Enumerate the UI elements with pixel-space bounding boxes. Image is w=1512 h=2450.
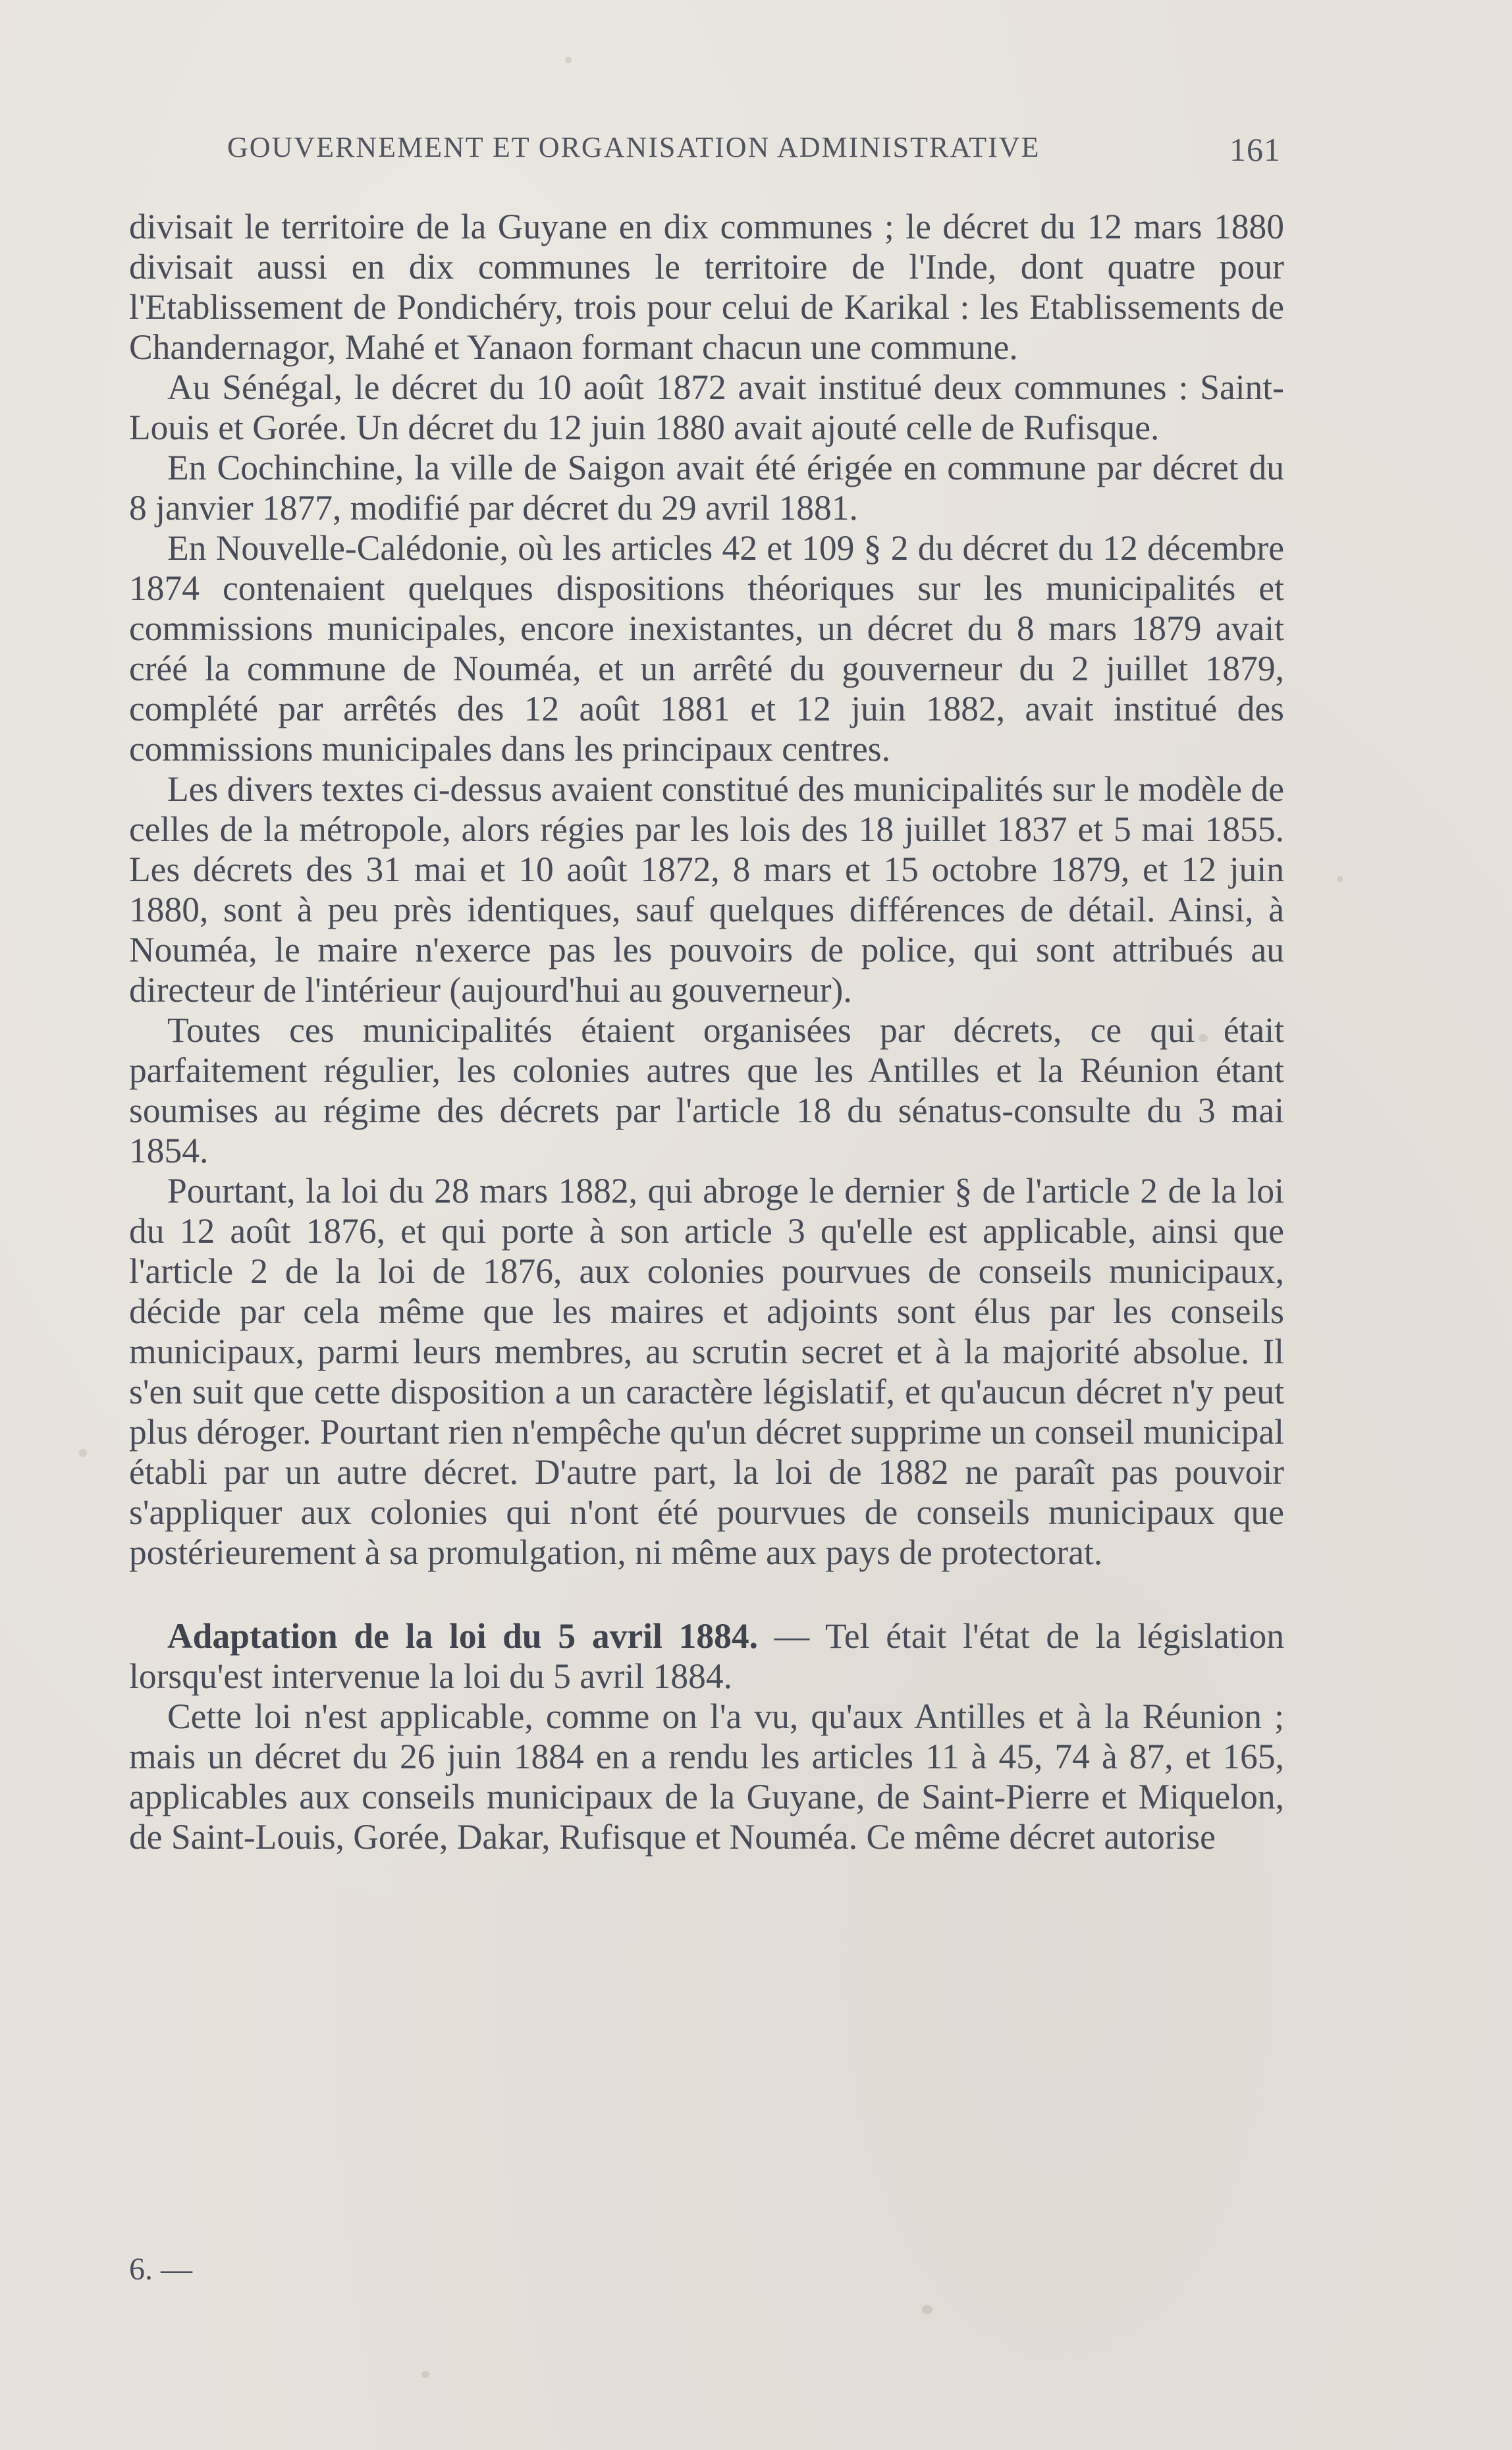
signature-mark: 6. — [129,2252,192,2287]
section-title-rest: — Tel était l'état de la législation lorsqu'est intervenue la loi du 5 avril 1884. [129,1616,1284,1696]
section-heading-paragraph [129,1616,1284,1697]
paragraph: En Nouvelle-Calédonie, où les articles 42 et 109 § 2 du décret du 12 décembre 1874 contenaient quelques dispositions théoriques sur les municipalités et commissions municipales, encore inexistantes, un décret du 8 mars 1879 avait créé la commune de Nouméa, et un arrêté du gouverneur du 2 juillet 1879, complété par arrêtés des 12 août 1881 et 12 juin 1882, avait institué des commissions municipales dans les principaux centres. [129,528,1284,769]
paragraph: divisait le territoire de la Guyane en dix communes ; le décret du 12 mars 1880 divisait aussi en dix communes le territoire de l'Inde, dont quatre pour l'Etablissement de Pondichéry, trois pour celui de Karikal : les Etablissements de Chandernagor, Mahé et Yanaon formant chacun une commune. [129,207,1284,367]
paper-speck [421,2371,429,2378]
section-gap [129,1573,1284,1616]
running-title: GOUVERNEMENT ET ORGANISATION ADMINISTRATIVE [227,131,1040,163]
running-header [227,130,1281,170]
paragraph: En Cochinchine, la ville de Saigon avait été érigée en commune par décret du 8 janvier 1877, modifié par décret du 29 avril 1881. [129,448,1284,528]
section-title: Adaptation de la loi du 5 avril 1884. [167,1616,758,1656]
paper-speck [565,57,572,63]
paragraph: Toutes ces municipalités étaient organisées par décrets, ce qui était parfaitement régulier, les colonies autres que les Antilles et la Réunion étant soumises au régime des décrets par l'article 18 du sénatus-consulte du 3 mai 1854. [129,1010,1284,1170]
paper-speck [1199,1034,1208,1042]
paragraph: Au Sénégal, le décret du 10 août 1872 avait institué deux communes : Saint-Louis et Gorée. Un décret du 12 juin 1880 avait ajouté celle de Rufisque. [129,368,1284,447]
paper-speck [922,2305,932,2314]
paper-speck [1337,876,1343,882]
body-text [129,207,1284,1857]
page-number: 161 [1229,131,1281,168]
paragraph: Cette loi n'est applicable, comme on l'a vu, qu'aux Antilles et à la Réunion ; mais un décret du 26 juin 1884 en a rendu les articles 11 à 45, 74 à 87, et 165, applicables aux conseils municipaux de la Guyane, de Saint-Pierre et Miquelon, de Saint-Louis, Gorée, Dakar, Rufisque et Nouméa. Ce même décret autorise [129,1697,1284,1857]
paragraph: Pourtant, la loi du 28 mars 1882, qui abroge le dernier § de l'article 2 de la loi du 12 août 1876, et qui porte à son article 3 qu'elle est applicable, ainsi que l'article 2 de la loi de 1876, aux colonies pourvues de conseils municipaux, décide par cela même que les maires et adjoints sont élus par les conseils municipaux, parmi leurs membres, au scrutin secret et à la majorité absolue. Il s'en suit que cette disposition a un caractère législatif, et qu'aucun décret n'y peut plus déroger. Pourtant rien n'empêche qu'un décret supprime un conseil municipal établi par un autre décret. D'autre part, la loi de 1882 ne paraît pas pouvoir s'appliquer aux colonies qui n'ont été pourvues de conseils municipaux que postérieurement à sa promulgation, ni même aux pays de protectorat. [129,1171,1284,1572]
paper-speck [79,1449,87,1457]
paragraph: Les divers textes ci-dessus avaient constitué des municipalités sur le modèle de celles de la métropole, alors régies par les lois des 18 juillet 1837 et 5 mai 1855. Les décrets des 31 mai et 10 août 1872, 8 mars et 15 octobre 1879, et 12 juin 1880, sont à peu près identiques, sauf quelques différences de détail. Ainsi, à Nouméa, le maire n'exerce pas les pouvoirs de police, qui sont attribués au directeur de l'intérieur (aujourd'hui au gouverneur). [129,769,1284,1010]
